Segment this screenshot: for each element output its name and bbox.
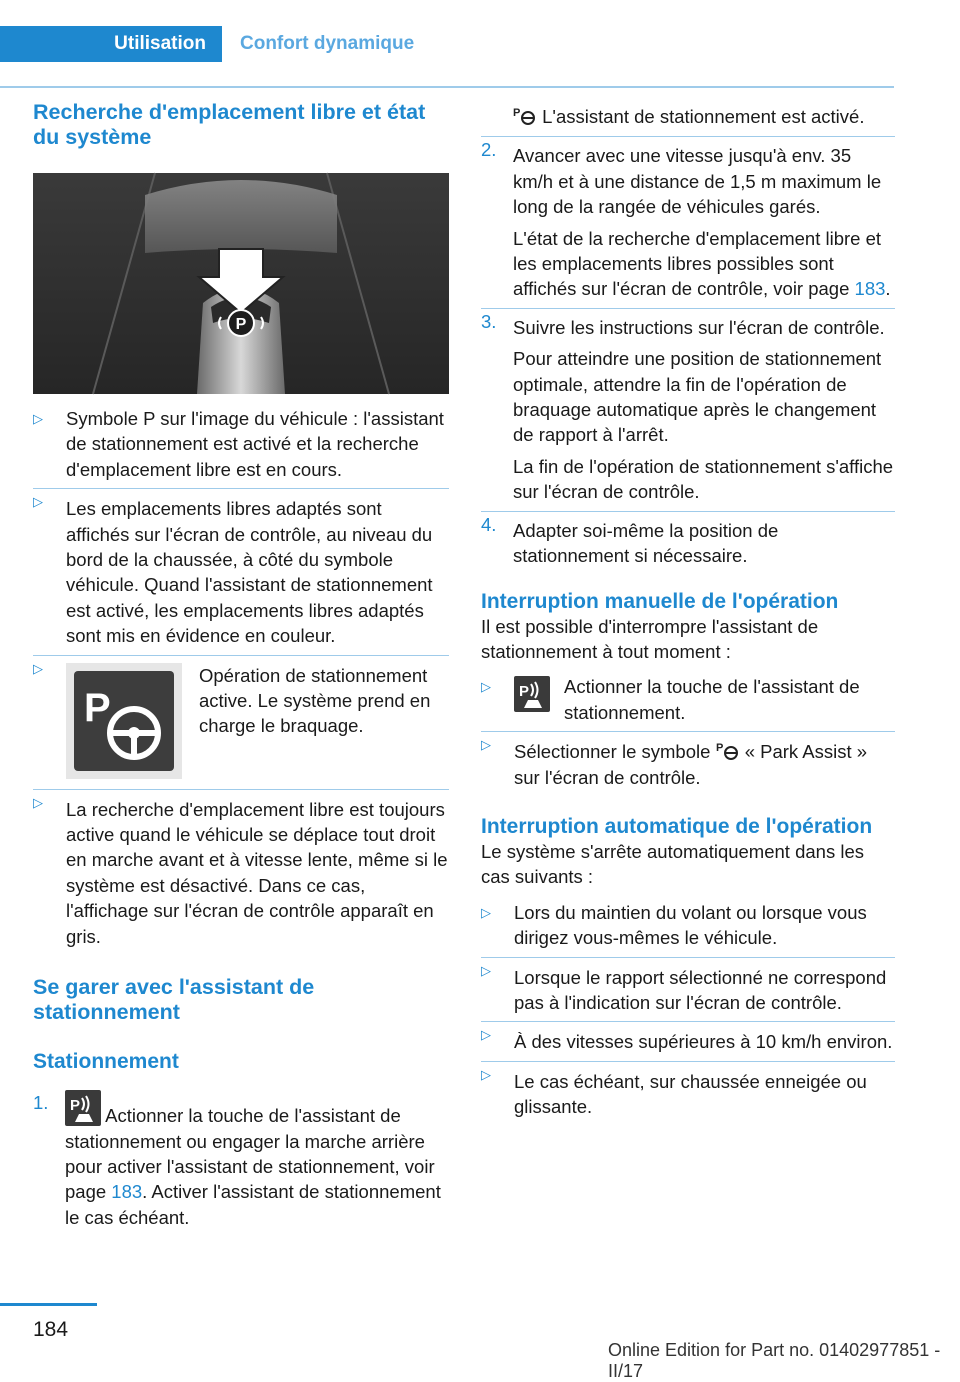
footer-divider (0, 1303, 97, 1306)
step-number: 3. (481, 310, 497, 332)
bullet-text: La recherche d'emplacement libre est toujours active quand le véhicule se déplace tout droit en marche avant et à vitesse lente, même si le système est désactivé. Dans ce cas, l'affichage sur l'écran de contrôle apparaît en gris. (66, 798, 448, 947)
step-text: Avancer avec une vitesse jusqu'à env. 35 km/h et à une distance de 1,5 m maximum le long de la rangée de véhicules garés. (513, 145, 882, 218)
header-divider (0, 86, 894, 88)
steps-list-left (33, 1090, 449, 1230)
step-item (481, 136, 895, 307)
step-text: Pour atteindre une position de stationnement optimale, attendre la fin de l'opération de braquage automatique après le changement de rapport à l'arrêt. (513, 348, 882, 446)
step-text: La fin de l'opération de stationnement s'affiche sur l'écran de contrôle. (513, 455, 894, 503)
section-heading-auto: Interruption automatique de l'opération (481, 814, 873, 838)
tab-utilisation-label: Utilisation (114, 33, 206, 54)
list-item-with-icon (33, 655, 449, 789)
auto-bullet-list (481, 900, 895, 1120)
tab-utilisation[interactable] (0, 26, 222, 62)
bullet-text: Lors du maintien du volant ou lorsque vous dirigez vous-mêmes le véhicule. (514, 901, 867, 949)
manual-bullet-list (481, 674, 895, 790)
bullet-text: Opération de stationnement active. Le système prend en charge le braquage. (199, 664, 431, 737)
list-item (481, 957, 895, 1022)
park-assist-symbol-icon (716, 739, 740, 761)
section-heading-park-assist: Se garer avec l'assistant de stationnement (33, 975, 315, 1025)
step-item (481, 511, 895, 569)
right-column (481, 104, 895, 1120)
bullet-text: Les emplacements libres adaptés sont affichés sur l'écran de contrôle, au niveau du bord de la chaussée, à côté du symbole véhicule. Quand l'assistant de stationnement est activé, les emplacements libres adaptés sont mis en évidence en couleur. (66, 498, 433, 647)
list-item (481, 1021, 895, 1060)
step-number: 1. (33, 1092, 49, 1114)
list-item (481, 674, 895, 731)
continued-line: L'assistant de stationnement est activé. (542, 106, 865, 127)
step-text: Suivre les instructions sur l'écran de contrôle. (513, 316, 885, 338)
bullet-text: Lorsque le rapport sélectionné ne correspond pas à l'indication sur l'écran de contrôle. (514, 966, 887, 1013)
tab-confort-dynamique[interactable] (224, 26, 414, 62)
park-assist-symbol-icon (513, 104, 537, 126)
bullet-text: Sélectionner le symbole (514, 741, 711, 763)
svg-text:P: ▷ P (84, 685, 111, 730)
step-text: . Activer l'assistant de stationnement le cas échéant. (65, 1181, 441, 1228)
tab-confort-label: Confort dynamique (240, 33, 415, 54)
paragraph: Le système s'arrête automatiquement dans les cas suivants : (481, 840, 864, 888)
list-item (33, 488, 449, 654)
edition-text: Online Edition for Part no. 01402977851 - II/17 (608, 1340, 941, 1381)
step-text: Actionner la touche de l'assistant de stationnement ou engager la marche arrière pour activer l'assistant de stationnement, voir page (65, 1105, 435, 1203)
list-item (33, 406, 449, 488)
bullet-text: Symbole P sur l'image du véhicule : l'assistant de stationnement est activé et la recherche d'emplacement libre est en cours. (66, 408, 444, 480)
paragraph: Il est possible d'interrompre l'assistant de stationnement à tout moment : (481, 615, 819, 662)
step-text-part: L'état de la recherche d'emplacement libre et les emplacements libres possibles sont affichés sur l'écran de contrôle, voir page (513, 227, 882, 300)
list-item (481, 900, 895, 957)
page-link[interactable]: 183 (111, 1181, 143, 1203)
svg-text:P: P (70, 1097, 81, 1115)
step-item (481, 308, 895, 511)
step-number: 4. (481, 513, 497, 535)
section-heading-manual: Interruption manuelle de l'opération (481, 589, 839, 613)
park-assist-button-icon (65, 1090, 101, 1126)
bullet-text: « Park Assist » sur l'écran de contrôle. (514, 741, 868, 788)
step-text: Adapter soi-même la position de stationnement si nécessaire. (513, 519, 779, 567)
car-camera-image (33, 173, 449, 394)
list-item (481, 731, 895, 790)
list-item (481, 1061, 895, 1120)
bullet-text: Actionner la touche de l'assistant de stationnement. (564, 676, 860, 723)
continued-text (481, 104, 895, 129)
step-text: L'état de la recherche d'emplacement libre et les emplacements libres possibles sont affichés sur l'écran de contrôle, voir page 183. (513, 227, 891, 300)
page-link[interactable]: 183 (854, 278, 886, 300)
park-assist-button-icon (514, 676, 550, 712)
page-number: 184 (33, 1318, 69, 1341)
step-item (33, 1090, 449, 1230)
bullet-text: Le cas échéant, sur chaussée enneigée ou glissante. (514, 1070, 867, 1118)
svg-text:P: ▷ P (519, 683, 530, 701)
park-steering-icon (66, 663, 182, 779)
steps-list-right (481, 136, 895, 568)
bullet-text: À des vitesses supérieures à 10 km/h environ. (514, 1031, 893, 1053)
svg-text:P: P (235, 316, 247, 333)
left-column (33, 100, 449, 1230)
svg-text:P: P (715, 742, 723, 755)
status-bullet-list (33, 406, 449, 949)
list-item (33, 789, 449, 949)
step-number: 2. (481, 139, 497, 161)
section-heading-search: Recherche d'emplacement libre et état du système (33, 100, 426, 149)
header-bar (0, 26, 894, 62)
svg-text:P: P (513, 107, 521, 119)
subheading-stationnement: Stationnement (33, 1050, 179, 1074)
